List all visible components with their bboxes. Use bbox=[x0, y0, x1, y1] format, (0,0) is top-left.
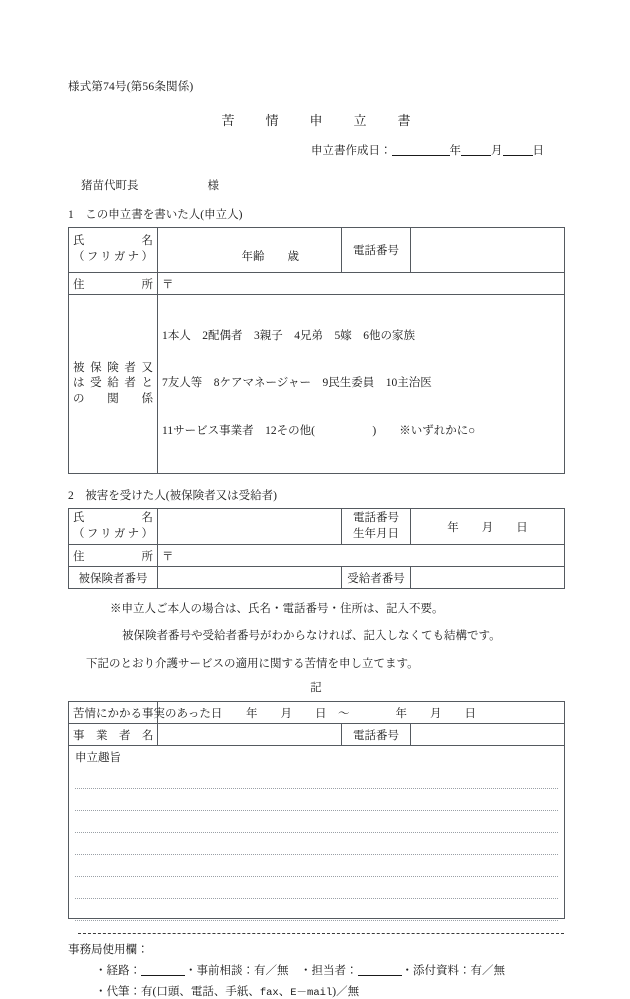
table-row bbox=[69, 702, 565, 724]
day-unit: 日 bbox=[532, 145, 544, 157]
person-in-charge-blank[interactable] bbox=[358, 975, 402, 976]
document-title: 苦 情 申 立 書 bbox=[221, 113, 420, 128]
complaint-detail-line[interactable] bbox=[75, 899, 558, 921]
relation-option-line-1: 1本人 2配偶者 3親子 4兄弟 5嫁 6他の家族 bbox=[162, 329, 415, 342]
victim-name-label-line1: 氏 名 bbox=[73, 512, 153, 525]
proxy-separator: 、 bbox=[278, 986, 291, 999]
applicant-relation-label-line1: 被保険者又 bbox=[73, 361, 153, 374]
provider-name-label: 事 業 者 名 bbox=[69, 724, 158, 746]
note-statement: 下記のとおり介護サービスの適用に関する苦情を申し立てます。 bbox=[86, 658, 419, 671]
applicant-relation-label bbox=[69, 295, 158, 474]
section2-heading: 2 被害を受けた人(被保険者又は受給者) bbox=[68, 490, 277, 503]
creation-date-year-blank[interactable] bbox=[392, 155, 450, 156]
prior-consult-label[interactable]: ・事前相談：有／無 bbox=[185, 965, 289, 978]
route-blank[interactable] bbox=[141, 975, 185, 976]
office-use-row-2 bbox=[68, 983, 564, 999]
applicant-table bbox=[68, 227, 565, 474]
relation-option-line-3: 11サービス事業者 12その他( ) ※いずれかに○ bbox=[162, 424, 476, 437]
proxy-email: E－mail bbox=[290, 987, 333, 999]
victim-name-input[interactable] bbox=[158, 509, 342, 545]
table-row bbox=[69, 567, 565, 589]
victim-birth-label: 生年月日 bbox=[353, 527, 399, 540]
table-row bbox=[69, 509, 565, 545]
applicant-name-label-line2: （フリガナ） bbox=[73, 251, 153, 263]
applicant-relation-options[interactable] bbox=[158, 295, 565, 474]
victim-phone-birth-input[interactable] bbox=[411, 509, 565, 545]
attachment-label[interactable]: ・添付資料：有／無 bbox=[401, 965, 505, 978]
creation-date-label: 申立書作成日： bbox=[311, 145, 392, 157]
applicant-address-label: 住 所 bbox=[69, 273, 158, 295]
relation-option-line-2: 7友人等 8ケアマネージャー 9民生委員 10主治医 bbox=[162, 377, 432, 390]
year-unit: 年 bbox=[449, 145, 461, 157]
recipient-number-label: 受給者番号 bbox=[342, 567, 411, 589]
provider-phone-label: 電話番号 bbox=[342, 724, 411, 746]
insured-number-label: 被保険者番号 bbox=[69, 567, 158, 589]
applicant-relation-label-line3: の関係 bbox=[73, 392, 153, 405]
complaint-detail-inner bbox=[69, 746, 564, 918]
note-applicant-self: ※申立人ご本人の場合は、氏名・電話番号・住所は、記入不要。 bbox=[110, 603, 444, 616]
form-number: 様式第74号(第56条関係) bbox=[68, 81, 194, 93]
recipient-number-input[interactable] bbox=[411, 567, 565, 589]
proxy-label: ・代筆：有(口頭、電話、手紙、 bbox=[95, 986, 260, 999]
victim-table bbox=[68, 508, 565, 589]
victim-phone-birth-label bbox=[342, 509, 411, 545]
table-row bbox=[69, 273, 565, 295]
applicant-address-input[interactable] bbox=[158, 273, 565, 295]
fact-date-label: 苦情にかかる事実のあった日 bbox=[69, 702, 158, 724]
footer-divider bbox=[78, 933, 564, 934]
victim-phone-label: 電話番号 bbox=[353, 512, 399, 525]
person-in-charge-label: ・担当者： bbox=[300, 965, 358, 978]
victim-name-label bbox=[69, 509, 158, 545]
table-row bbox=[69, 545, 565, 567]
office-use-label: 事務局使用欄： bbox=[68, 944, 149, 957]
section1-heading: 1 この申立書を書いた人(申立人) bbox=[68, 209, 243, 221]
victim-address-label: 住 所 bbox=[69, 545, 158, 567]
complaint-detail-line[interactable] bbox=[75, 789, 558, 811]
applicant-relation-label-line2: は受給者と bbox=[73, 377, 153, 390]
complaint-table bbox=[68, 701, 565, 919]
route-label: ・経路： bbox=[95, 965, 141, 978]
complaint-detail-line[interactable] bbox=[75, 767, 558, 789]
complaint-detail-line[interactable] bbox=[75, 833, 558, 855]
table-row bbox=[69, 228, 565, 273]
complaint-detail-line[interactable] bbox=[75, 877, 558, 899]
office-use-row-1 bbox=[68, 962, 564, 978]
table-row bbox=[69, 746, 565, 919]
applicant-name-input[interactable] bbox=[158, 228, 342, 273]
creation-date-day-blank[interactable] bbox=[503, 155, 533, 156]
applicant-phone-label: 電話番号 bbox=[342, 228, 411, 273]
insured-number-input[interactable] bbox=[158, 567, 342, 589]
applicant-name-label bbox=[69, 228, 158, 273]
note-numbers-optional: 被保険者番号や受給者番号がわからなければ、記入しなくても結構です。 bbox=[122, 630, 501, 643]
victim-address-input[interactable] bbox=[158, 545, 565, 567]
provider-phone-input[interactable] bbox=[411, 724, 565, 746]
applicant-age-text: 年齢 歳 bbox=[241, 251, 299, 263]
postal-mark: 〒 bbox=[162, 550, 174, 563]
complaint-detail-line[interactable] bbox=[75, 855, 558, 877]
addressee: 猪苗代町長 様 bbox=[81, 180, 219, 192]
applicant-name-label-line1: 氏 名 bbox=[73, 235, 153, 248]
applicant-phone-input[interactable] bbox=[411, 228, 565, 273]
complaint-detail-lines[interactable] bbox=[75, 767, 558, 921]
complaint-detail-cell[interactable] bbox=[69, 746, 565, 919]
postal-mark: 〒 bbox=[162, 278, 174, 291]
month-unit: 月 bbox=[491, 145, 503, 157]
ki-marker: 記 bbox=[310, 682, 322, 695]
complaint-detail-label: 申立趣旨 bbox=[75, 752, 121, 765]
table-row bbox=[69, 295, 565, 474]
provider-name-input[interactable] bbox=[158, 724, 342, 746]
proxy-fax: fax bbox=[259, 987, 279, 999]
proxy-tail: )／無 bbox=[332, 986, 360, 999]
fact-date-value: 年 月 日 〜 年 月 日 bbox=[246, 707, 477, 720]
creation-date-month-blank[interactable] bbox=[461, 155, 491, 156]
victim-name-label-line2: （フリガナ） bbox=[73, 527, 153, 540]
victim-birth-value: 年 月 日 bbox=[447, 521, 528, 534]
form-sheet bbox=[68, 78, 564, 999]
creation-date-line bbox=[68, 142, 564, 158]
complaint-detail-line[interactable] bbox=[75, 811, 558, 833]
table-row bbox=[69, 724, 565, 746]
